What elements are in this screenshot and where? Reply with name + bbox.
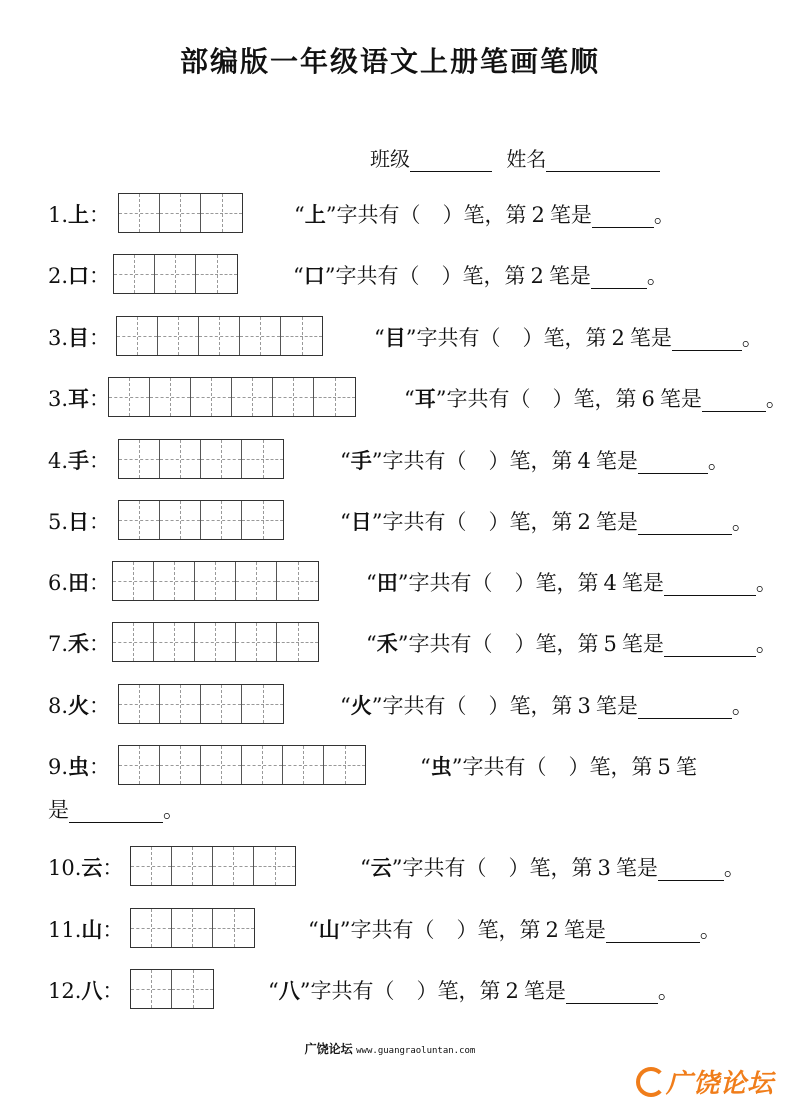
quoted-char: 手 [350, 449, 372, 473]
answer-blank[interactable] [69, 796, 163, 823]
stroke-suffix: 笔是 [563, 918, 606, 942]
quote-open: “ [294, 203, 305, 227]
period: 。 [163, 798, 184, 822]
grid-cell[interactable] [273, 378, 314, 416]
answer-blank[interactable] [702, 385, 766, 412]
colon: ： [89, 755, 111, 779]
question-index: 4. [48, 449, 69, 473]
footer-url[interactable]: www.guangraoluntan.com [356, 1046, 476, 1056]
grid-cell[interactable] [109, 378, 150, 416]
colon: ： [102, 856, 124, 880]
total-prefix: 字共有（ [402, 856, 487, 880]
total-suffix: ）笔，第 [568, 755, 653, 779]
question-char: 山 [81, 918, 103, 942]
quote-open: “ [420, 755, 431, 779]
total-suffix: ）笔，第 [456, 918, 541, 942]
quote-close: ” [397, 571, 409, 595]
quoted-char: 上 [304, 203, 326, 227]
question-number [48, 745, 110, 789]
colon: ： [89, 694, 111, 718]
quoted-char: 八 [278, 979, 300, 1003]
question-number [48, 846, 123, 890]
question-char: 口 [68, 264, 90, 288]
grid-cell[interactable] [314, 378, 355, 416]
grid-cell[interactable] [154, 623, 195, 661]
grid-cell[interactable] [277, 623, 318, 661]
answer-blank[interactable] [664, 569, 756, 596]
stroke-suffix: 笔是 [548, 264, 591, 288]
question-number [48, 684, 110, 728]
question-text [420, 745, 697, 789]
period: 。 [731, 510, 753, 534]
period: 。 [653, 203, 675, 227]
total-prefix: 字共有（ [335, 264, 420, 288]
answer-blank[interactable] [664, 630, 756, 657]
grid-cell[interactable] [119, 685, 160, 723]
quote-open: “ [293, 264, 304, 288]
colon: ： [102, 918, 124, 942]
writing-grid[interactable] [108, 377, 356, 417]
quote-close: ” [405, 326, 417, 350]
stroke-suffix: 笔是 [549, 203, 592, 227]
quoted-char: 虫 [430, 755, 452, 779]
quote-open: “ [340, 510, 351, 534]
quote-close: ” [451, 755, 463, 779]
grid-cell[interactable] [242, 501, 283, 539]
period: 。 [765, 387, 787, 411]
question-index: 6. [48, 571, 69, 595]
quote-close: ” [371, 694, 383, 718]
grid-cell[interactable] [131, 909, 172, 947]
quoted-char: 云 [370, 856, 392, 880]
period: 。 [755, 632, 777, 656]
answer-blank[interactable] [658, 854, 724, 881]
quote-close: ” [325, 203, 337, 227]
quote-close: ” [435, 387, 447, 411]
grid-cell[interactable] [281, 317, 322, 355]
grid-cell[interactable] [119, 501, 160, 539]
grid-cell[interactable] [172, 847, 213, 885]
total-suffix: ）笔，第 [552, 387, 637, 411]
grid-cell[interactable] [201, 746, 242, 784]
question-number [48, 254, 110, 298]
stroke-suffix: 笔是 [629, 326, 672, 350]
question-char: 上 [68, 203, 90, 227]
stroke-index: 4 [577, 449, 591, 473]
total-prefix: 字共有（ [462, 755, 547, 779]
writing-grid[interactable] [112, 561, 319, 601]
question-index: 7. [48, 632, 69, 656]
grid-cell[interactable] [191, 378, 232, 416]
total-prefix: 字共有（ [382, 510, 467, 534]
grid-cell[interactable] [131, 847, 172, 885]
grid-cell[interactable] [160, 685, 201, 723]
quote-open: “ [404, 387, 415, 411]
stroke-index: 2 [531, 203, 545, 227]
grid-cell[interactable] [201, 194, 242, 232]
stroke-index: 2 [530, 264, 544, 288]
stroke-suffix: 笔是 [659, 387, 702, 411]
stroke-suffix: 笔是 [615, 856, 658, 880]
writing-grid[interactable] [118, 439, 284, 479]
period: 。 [646, 264, 668, 288]
question-text [340, 684, 753, 728]
question-row-continued [48, 788, 184, 832]
grid-cell[interactable] [119, 440, 160, 478]
question-number [48, 316, 110, 360]
writing-grid[interactable] [113, 254, 238, 294]
total-suffix: ）笔，第 [441, 264, 526, 288]
stroke-index: 5 [657, 755, 671, 779]
question-index: 10. [48, 856, 82, 880]
grid-cell[interactable] [150, 378, 191, 416]
grid-cell[interactable] [242, 685, 283, 723]
question-number [48, 908, 123, 952]
period: 。 [657, 979, 679, 1003]
colon: ： [89, 203, 111, 227]
answer-blank[interactable] [566, 977, 658, 1004]
grid-cell[interactable] [160, 746, 201, 784]
question-index: 5. [48, 510, 69, 534]
grid-cell[interactable] [113, 623, 154, 661]
total-suffix: ）笔，第 [522, 326, 607, 350]
question-number [48, 439, 110, 483]
quoted-char: 口 [303, 264, 325, 288]
total-prefix: 字共有（ [336, 203, 421, 227]
answer-blank[interactable] [591, 262, 647, 289]
grid-cell[interactable] [236, 562, 277, 600]
stroke-index: 2 [545, 918, 559, 942]
writing-grid[interactable] [130, 969, 214, 1009]
quote-open: “ [374, 326, 385, 350]
answer-blank[interactable] [606, 916, 700, 943]
quote-open: “ [308, 918, 319, 942]
question-number [48, 969, 123, 1013]
logo-text: 广饶论坛 [666, 1069, 775, 1099]
question-text [366, 622, 777, 666]
quoted-char: 目 [384, 326, 406, 350]
total-suffix: ）笔，第 [488, 510, 573, 534]
quote-close: ” [397, 632, 409, 656]
total-prefix: 字共有（ [408, 632, 493, 656]
question-index: 1. [48, 203, 69, 227]
question-char: 日 [68, 510, 90, 534]
answer-blank[interactable] [592, 201, 654, 228]
grid-cell[interactable] [232, 378, 273, 416]
question-text [374, 316, 763, 360]
stroke-index: 6 [641, 387, 655, 411]
colon: ： [89, 571, 111, 595]
quoted-char: 日 [350, 510, 372, 534]
quoted-char: 火 [350, 694, 372, 718]
grid-cell[interactable] [172, 970, 213, 1008]
question-text [360, 846, 745, 890]
grid-cell[interactable] [195, 623, 236, 661]
quote-close: ” [339, 918, 351, 942]
period: 。 [755, 571, 777, 595]
total-prefix: 字共有（ [416, 326, 501, 350]
question-char: 目 [68, 326, 90, 350]
grid-cell[interactable] [201, 685, 242, 723]
stroke-index: 3 [597, 856, 611, 880]
question-number [48, 622, 110, 666]
question-text [294, 193, 675, 237]
grid-cell[interactable] [160, 501, 201, 539]
grid-cell[interactable] [195, 562, 236, 600]
grid-cell[interactable] [242, 746, 283, 784]
question-index: 2. [48, 264, 69, 288]
total-suffix: ）笔，第 [488, 694, 573, 718]
question-index: 3. [48, 326, 69, 350]
total-suffix: ）笔，第 [488, 449, 573, 473]
grid-cell[interactable] [242, 440, 283, 478]
writing-grid[interactable] [118, 500, 284, 540]
question-number [48, 500, 110, 544]
period: 。 [723, 856, 745, 880]
total-suffix: ）笔，第 [416, 979, 501, 1003]
quote-open: “ [340, 694, 351, 718]
total-prefix: 字共有（ [382, 694, 467, 718]
class-label: 班级 [370, 147, 410, 171]
grid-cell[interactable] [236, 623, 277, 661]
grid-cell[interactable] [213, 909, 254, 947]
grid-cell[interactable] [240, 317, 281, 355]
writing-grid[interactable] [118, 193, 243, 233]
total-suffix: ）笔，第 [514, 632, 599, 656]
question-text [366, 561, 777, 605]
grid-cell[interactable] [154, 562, 195, 600]
stroke-suffix: 笔是 [523, 979, 566, 1003]
stroke-suffix: 笔是 [621, 571, 664, 595]
answer-blank[interactable] [672, 324, 742, 351]
total-prefix: 字共有（ [350, 918, 435, 942]
question-text [308, 908, 721, 952]
writing-grid[interactable] [118, 745, 366, 785]
question-char: 火 [68, 694, 90, 718]
quote-open: “ [366, 632, 377, 656]
grid-cell[interactable] [324, 746, 365, 784]
grid-cell[interactable] [160, 440, 201, 478]
quote-open: “ [340, 449, 351, 473]
period: 。 [731, 694, 753, 718]
quoted-char: 耳 [414, 387, 436, 411]
grid-cell[interactable] [201, 501, 242, 539]
colon: ： [89, 387, 111, 411]
colon: ： [89, 449, 111, 473]
grid-cell[interactable] [131, 970, 172, 1008]
logo-mark-icon [636, 1067, 666, 1097]
grid-cell[interactable] [119, 194, 160, 232]
stroke-index: 2 [577, 510, 591, 534]
answer-blank[interactable] [638, 692, 732, 719]
grid-cell[interactable] [155, 255, 196, 293]
question-char: 云 [81, 856, 103, 880]
total-suffix: ）笔，第 [442, 203, 527, 227]
grid-cell[interactable] [172, 909, 213, 947]
question-text [340, 439, 729, 483]
question-number [48, 561, 110, 605]
question-text [404, 377, 787, 421]
quote-close: ” [391, 856, 403, 880]
colon: ： [89, 264, 111, 288]
question-text [268, 969, 679, 1013]
stroke-suffix-part1: 笔 [675, 755, 697, 779]
grid-cell[interactable] [119, 746, 160, 784]
name-label: 姓名 [506, 147, 547, 171]
grid-cell[interactable] [196, 255, 237, 293]
site-logo [636, 1063, 776, 1101]
grid-cell[interactable] [160, 194, 201, 232]
quoted-char: 山 [318, 918, 340, 942]
grid-cell[interactable] [283, 746, 324, 784]
grid-cell[interactable] [117, 317, 158, 355]
stroke-suffix: 笔是 [595, 694, 638, 718]
name-blank[interactable] [546, 151, 660, 172]
grid-cell[interactable] [199, 317, 240, 355]
grid-cell[interactable] [277, 562, 318, 600]
writing-grid[interactable] [116, 316, 323, 356]
total-prefix: 字共有（ [310, 979, 395, 1003]
question-char: 田 [68, 571, 90, 595]
quote-close: ” [324, 264, 336, 288]
stroke-suffix-part2: 是 [48, 798, 69, 822]
writing-grid[interactable] [118, 684, 284, 724]
grid-cell[interactable] [201, 440, 242, 478]
question-text [293, 254, 668, 298]
question-index: 11. [48, 918, 82, 942]
colon: ： [89, 326, 111, 350]
writing-grid[interactable] [130, 846, 296, 886]
quote-close: ” [371, 449, 383, 473]
stroke-suffix: 笔是 [621, 632, 664, 656]
writing-grid[interactable] [112, 622, 319, 662]
stroke-index: 5 [603, 632, 617, 656]
question-index: 12. [48, 979, 82, 1003]
question-number [48, 193, 110, 237]
quote-open: “ [360, 856, 371, 880]
quote-open: “ [366, 571, 377, 595]
total-suffix: ）笔，第 [514, 571, 599, 595]
stroke-suffix: 笔是 [595, 510, 638, 534]
grid-cell[interactable] [213, 847, 254, 885]
grid-cell[interactable] [158, 317, 199, 355]
quote-close: ” [299, 979, 311, 1003]
stroke-suffix: 笔是 [595, 449, 638, 473]
stroke-index: 2 [611, 326, 625, 350]
colon: ： [89, 632, 111, 656]
question-index: 3. [48, 387, 69, 411]
question-char: 禾 [68, 632, 90, 656]
footer [0, 1040, 780, 1057]
total-prefix: 字共有（ [408, 571, 493, 595]
colon: ： [89, 510, 111, 534]
class-name-line [370, 143, 660, 172]
quoted-char: 田 [376, 571, 398, 595]
writing-grid[interactable] [130, 908, 255, 948]
question-char: 耳 [68, 387, 90, 411]
grid-cell[interactable] [254, 847, 295, 885]
stroke-index: 4 [603, 571, 617, 595]
period: 。 [741, 326, 763, 350]
question-char: 手 [68, 449, 90, 473]
question-index: 8. [48, 694, 69, 718]
page-title: 部编版一年级语文上册笔画笔顺 [179, 45, 600, 78]
answer-blank[interactable] [638, 508, 732, 535]
grid-cell[interactable] [114, 255, 155, 293]
class-blank[interactable] [410, 151, 492, 172]
period: 。 [707, 449, 729, 473]
question-text [340, 500, 753, 544]
stroke-index: 2 [505, 979, 519, 1003]
quote-close: ” [371, 510, 383, 534]
footer-site-name: 广饶论坛 [304, 1042, 353, 1056]
quoted-char: 禾 [376, 632, 398, 656]
answer-blank[interactable] [638, 447, 708, 474]
question-char: 八 [81, 979, 103, 1003]
quote-open: “ [268, 979, 279, 1003]
total-prefix: 字共有（ [446, 387, 531, 411]
colon: ： [102, 979, 124, 1003]
stroke-index: 3 [577, 694, 591, 718]
period: 。 [699, 918, 721, 942]
grid-cell[interactable] [113, 562, 154, 600]
question-number [48, 377, 110, 421]
total-prefix: 字共有（ [382, 449, 467, 473]
total-suffix: ）笔，第 [508, 856, 593, 880]
question-index: 9. [48, 755, 69, 779]
question-char: 虫 [68, 755, 90, 779]
